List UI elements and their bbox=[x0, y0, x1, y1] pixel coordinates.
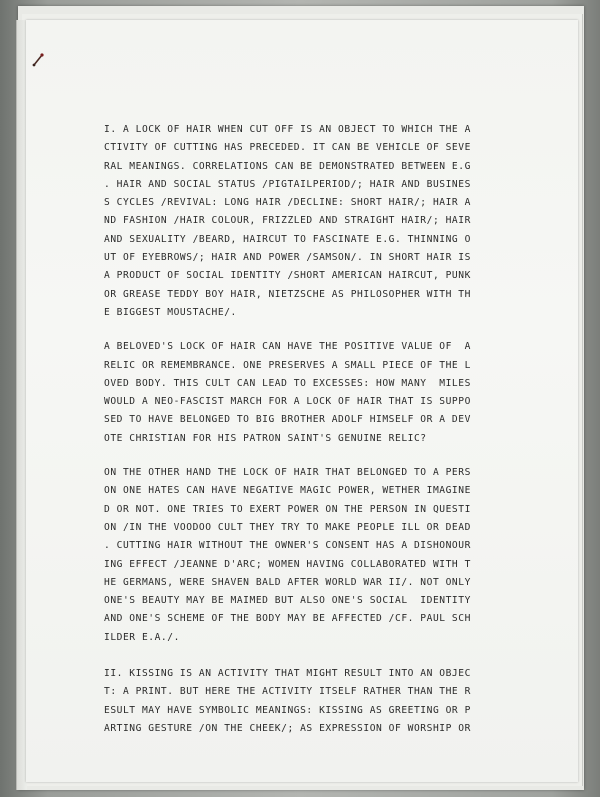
text-line: E BIGGEST MOUSTACHE/. bbox=[104, 306, 237, 318]
text-line: I. A LOCK OF HAIR WHEN CUT OFF IS AN OBJECT TO WHICH THE A bbox=[104, 124, 471, 135]
text-line: ONE'S BEAUTY MAY BE MAIMED BUT ALSO ONE'S SOCIAL IDENTITY bbox=[104, 595, 471, 607]
text-line: ON ONE HATES CAN HAVE NEGATIVE MAGIC POWER, WETHER IMAGINE bbox=[104, 485, 471, 497]
paragraph-1 bbox=[104, 121, 516, 322]
text-line: ND FASHION /HAIR COLOUR, FRIZZLED AND STRAIGHT HAIR/; HAIR bbox=[104, 215, 471, 227]
text-line: ING EFFECT /JEANNE D'ARC; WOMEN HAVING COLLABORATED WITH T bbox=[104, 558, 471, 570]
text-line: ILDER E.A./. bbox=[104, 631, 180, 643]
text-line: OTE CHRISTIAN FOR HIS PATRON SAINT'S GENUINE RELIC? bbox=[104, 432, 427, 444]
document-body bbox=[104, 121, 516, 754]
text-line: . HAIR AND SOCIAL STATUS /PIGTAILPERIOD/; HAIR AND BUSINES bbox=[104, 178, 471, 190]
text-line: CTIVITY OF CUTTING HAS PRECEDED. IT CAN BE VEHICLE OF SEVE bbox=[104, 142, 471, 154]
text-line: SED TO HAVE BELONGED TO BIG BROTHER ADOLF HIMSELF OR A DEV bbox=[104, 414, 471, 426]
staple-icon bbox=[31, 52, 45, 68]
text-line: OR GREASE TEDDY BOY HAIR, NIETZSCHE AS PHILOSOPHER WITH TH bbox=[104, 288, 471, 300]
text-line: A BELOVED'S LOCK OF HAIR CAN HAVE THE POSITIVE VALUE OF A bbox=[104, 341, 471, 353]
paragraph-3 bbox=[104, 464, 516, 647]
text-line: T: A PRINT. BUT HERE THE ACTIVITY ITSELF RATHER THAN THE R bbox=[104, 686, 471, 698]
text-line: ON /IN THE VOODOO CULT THEY TRY TO MAKE PEOPLE ILL OR DEAD bbox=[104, 521, 471, 533]
text-line: A PRODUCT OF SOCIAL IDENTITY /SHORT AMERICAN HAIRCUT, PUNK bbox=[104, 270, 471, 282]
text-line: RAL MEANINGS. CORRELATIONS CAN BE DEMONSTRATED BETWEEN E.G bbox=[104, 160, 471, 172]
text-line: WOULD A NEO-FASCIST MARCH FOR A LOCK OF HAIR THAT IS SUPPO bbox=[104, 396, 471, 408]
text-line: S CYCLES /REVIVAL: LONG HAIR /DECLINE: SHORT HAIR/; HAIR A bbox=[104, 197, 471, 209]
text-line: AND ONE'S SCHEME OF THE BODY MAY BE AFFECTED /CF. PAUL SCH bbox=[104, 613, 471, 625]
text-line: ON THE OTHER HAND THE LOCK OF HAIR THAT BELONGED TO A PERS bbox=[104, 467, 471, 479]
text-line: UT OF EYEBROWS/; HAIR AND POWER /SAMSON/. IN SHORT HAIR IS bbox=[104, 252, 471, 264]
paragraph-4 bbox=[104, 665, 516, 738]
text-line: OVED BODY. THIS CULT CAN LEAD TO EXCESSES: HOW MANY MILES bbox=[104, 377, 471, 389]
text-line: AND SEXUALITY /BEARD, HAIRCUT TO FASCINATE E.G. THINNING O bbox=[104, 233, 471, 245]
text-line: ARTING GESTURE /ON THE CHEEK/; AS EXPRESSION OF WORSHIP OR bbox=[104, 722, 471, 734]
text-line: D OR NOT. ONE TRIES TO EXERT POWER ON THE PERSON IN QUESTI bbox=[104, 503, 471, 515]
paragraph-2 bbox=[104, 338, 516, 448]
text-line: ESULT MAY HAVE SYMBOLIC MEANINGS: KISSING AS GREETING OR P bbox=[104, 704, 471, 716]
text-line: HE GERMANS, WERE SHAVEN BALD AFTER WORLD WAR II/. NOT ONLY bbox=[104, 576, 471, 588]
text-line: II. KISSING IS AN ACTIVITY THAT MIGHT RESULT INTO AN OBJEC bbox=[104, 668, 471, 680]
text-line: RELIC OR REMEMBRANCE. ONE PRESERVES A SMALL PIECE OF THE L bbox=[104, 359, 471, 371]
text-line: . CUTTING HAIR WITHOUT THE OWNER'S CONSENT HAS A DISHONOUR bbox=[104, 540, 471, 552]
